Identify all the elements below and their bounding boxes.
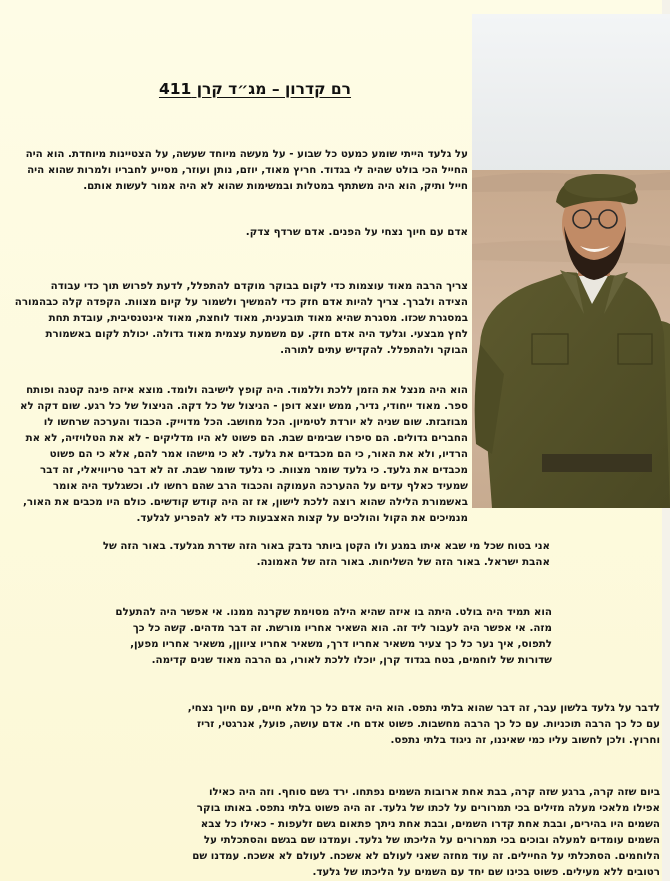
text-line: שדורות של לוחמים, בטח בגדוד קרן, יוכלו ללכת לאורו, גם הרבה מאוד שנים קדימה.: [151, 654, 552, 666]
paragraph-3: [15, 278, 468, 358]
paragraph-7: [188, 700, 660, 748]
text-line: הוא היה מנצל את הזמן ללכת וללמוד. היה קופץ לישיבה ולומד. מוצא איזה פינה קטנה ופותח: [26, 384, 468, 396]
text-line: הוא תמיד היה בולט. היתה בו איזה שהיא הילה מסוימת שקרנה ממנו. אי אפשר היה להתעלם: [115, 606, 552, 618]
text-line: הבוקר ולהתפלל. להקדיש עתים לתורה.: [280, 344, 468, 356]
text-line: הצידה ולברך. צריך להיות אדם חזק כדי להמשיך ולשמור על קיום מצוות. הקפדה קלה כבהמורה: [14, 296, 468, 308]
text-line: השמים היו בהירים, ובבת אחת קדרו השמים, ובבת אחת ניתך פתאום גשם זלעפות - כאילו כל צבא: [200, 818, 660, 830]
paragraph-6: [115, 604, 552, 668]
text-line: ביום שזה קרה, ברגע שזה קרה, בבת אחת ארובות השמים נפתחו. ירד גשם סוחף. וזה היה כאילו: [208, 786, 660, 798]
text-line: החברים גדולים. הם סיפרו שבימים שבת. הם פשוט לא היו מדליקים - לא את הטלויזיה, לא את: [25, 432, 468, 444]
text-line: השמים עומדים למעלה ובוכים בכי תמרורים על הליכתו של גלעד. ועמדנו שם בגשם והסתכלתי על: [203, 834, 660, 846]
page-title: רם קדרון – מג״ד קרן 411: [158, 80, 352, 98]
text-line: מזה. אי אפשר היה לעבור ליד זה. הוא השאיר אחריו מורשת. זה דבר מדהים. קשה כל כך: [132, 622, 552, 634]
paragraph-8: [192, 784, 660, 880]
text-line: אפילו מלאכי מעלה מזילים בכי תמרורים על לכתו של גלעד. זה היה פשוט בלתי נתפס. באותו בוקר: [196, 802, 660, 814]
text-line: אדם עם חיוך נצחי על הפנים. אדם שרדף צדק.: [245, 226, 468, 238]
text-line: ספר. מאוד ייחודי, נדיר, ממש יוצא דופן - הניצול של כל דקה. הניצול של כל רגע. שום דקה לא: [20, 400, 468, 412]
text-line: הרדיו, ולא את האור, כי הם מכבדים את גלעד. לא כי מישהו אמר להם, אלא כי הם פשוט: [49, 448, 468, 460]
text-line: מבוזבזת. שום שניה לא יורדת לטימיון. הכל מחושב. הכל מדוייק. הכבוד והערכה שרחשו לו: [43, 416, 468, 428]
text-line: לחץ מבצעי. וגלעד היה אדם חזק. עם משמעת עצמית מאוד גדולה. יכולת לקום באשמורת: [45, 328, 468, 340]
text-line: מנמיכים את הקול והולכים על קצות האצבעות כדי לא להפריע לגלעד.: [136, 512, 468, 524]
text-line: החייל הכי בולט שהיה לי בגדוד. חריץ מאוד, יוזם, נותן ועוזר, מסייע לחבריו ולמרות שהוא היה: [27, 164, 468, 176]
paragraph-1: [26, 146, 468, 194]
paragraph-5: [103, 538, 550, 570]
text-line: באשמורת הלילה שהוא רוצה ללכת לישון, אז זה היה קודש קודשים. כולם היו מכבים את האור,: [22, 496, 468, 508]
text-line: על גלעד הייתי שומע כמעט כל שבוע - על מעשה מיוחד שעשה, על הצטיינות מיוחדת. הוא היה: [25, 148, 468, 160]
text-line: עם כל כך הרבה תוכניות. עם כל כך הרבה מחשבות. פשוט אדם חי. אדם עושה, פועל, אנרגטי, זריז: [196, 718, 660, 730]
text-line: מכבדים את גלעד. כי גלעד שומר מצוות. כי גלעד שומר שבת. זה לא דבר טריוויאלי, זה דבר: [40, 464, 468, 476]
text-line: לתפוס, איך נער כל כך צעיר משאיר אחריו דרך, משאיר אחריו ציווןן, משאיר אחריו מפען,: [130, 638, 552, 650]
text-line: שמעיד כאלף עדים על ההערכה העמוקה והכבוד הרב שהם רחשו לו. וכשגלעד היה אומר: [52, 480, 468, 492]
text-line: חייל ותיק, הוא היה משתתף במטלות ובמשימות שהוא לא היה אמור לעשות אותם.: [83, 180, 468, 192]
paragraph-2: [246, 224, 468, 240]
text-line: הלוחמים. הסתכלתי על החיילים. זה עוד מחזה שאני לעולם לא אשכח. לעולם לא אשכח. עמדנו שם: [192, 850, 660, 862]
text-line: במסגרת שכזו. מסגרת שהיא מאוד תובענית, מאוד לוחצת, מאוד אינטנסיבית, עובדת תחת: [48, 312, 468, 324]
text-line: וחרוץ. ולכן לחשוב עליו כמי שאיננו, זה ניגוד בלתי נתפס.: [390, 734, 660, 746]
paragraph-4: [20, 382, 468, 526]
text-line: רטובים ללא מעילים. פשוט בכינו שם יחד עם השמים על הליכתו של גלעד.: [312, 866, 660, 878]
text-line: צריך הרבה מאוד עוצמות כדי לקום בבוקר מוקדם להתפלל, לדעת לפרוש תוך כדי עבודה: [50, 280, 468, 292]
soldier-photo: [472, 14, 670, 508]
text-line: אני בטוח שכל מי שבא איתו במגע ולו הקטן ביותר נדבק באור הזה שדרת מגלעד. באור הזה של: [102, 540, 550, 552]
text-line: לדבר על גלעד בלשון עבר, זה דבר שהוא בלתי נתפס. הוא היה אדם כל כך מלא חיים, עם חיוך נצחי,: [187, 702, 660, 714]
text-line: אהבת ישראל. באור הזה של השליחות. באור הזה של האמונה.: [256, 556, 550, 568]
